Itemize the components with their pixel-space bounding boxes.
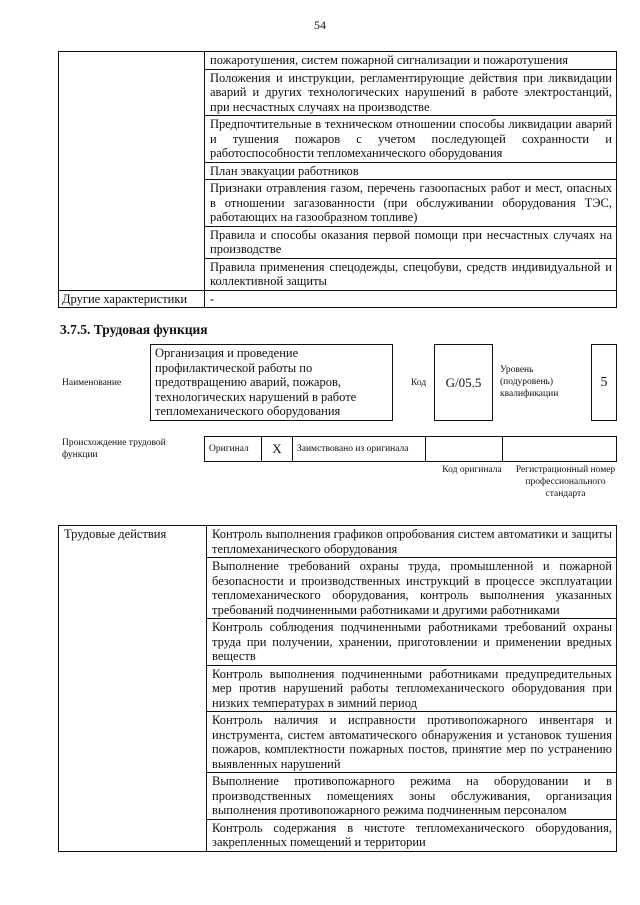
knowledge-label-cell <box>59 52 205 291</box>
table-row <box>59 52 617 70</box>
table-cell: Контроль выполнения подчиненными работниками предупредительных мер против нарушений работы тепломеханического оборудования при низких температурах в зимний период <box>207 665 617 712</box>
function-code-box: G/05.5 <box>434 344 493 421</box>
table-cell: Правила применения спецодежды, спецобуви, средств индивидуальной и коллективной защиты <box>205 258 617 290</box>
level-box: 5 <box>591 344 617 421</box>
table-cell: пожаротушения, систем пожарной сигнализации и пожаротушения <box>205 52 617 70</box>
table-cell: Выполнение противопожарного режима на оборудовании и в производственных помещениях зоны обслуживания, организация выполнения противопожарного режима подчиненным персоналом <box>207 773 617 820</box>
origin-table <box>204 436 617 462</box>
function-name-box: Организация и проведение профилактической работы по предотвращению аварий, пожаров, технологических нарушений в работе тепломеханического оборудования <box>150 344 393 421</box>
original-mark: X <box>262 437 293 462</box>
level-label: Уровень (подуровень) квалификации <box>500 365 559 399</box>
table-row <box>59 526 617 558</box>
reg-number-cell <box>503 437 617 462</box>
original-code-cell <box>426 437 503 462</box>
table-cell: Предпочтительные в техническом отношении способы ликвидации аварий и тушения пожаров с учетом последующей сохранности и работоспособности тепломеханического оборудования <box>205 116 617 163</box>
reg-caption: Регистрационный номер профессионального стандарта <box>515 465 616 499</box>
table-cell: Контроль выполнения графиков опробования систем автоматики и защиты тепломеханического оборудования <box>207 526 617 558</box>
section-title: 3.7.5. Трудовая функция <box>60 322 208 337</box>
table-cell: Контроль соблюдения подчиненными работниками требований охраны труда при получении, хранении, приготовлении и применении вредных веществ <box>207 619 617 666</box>
original-label: Оригинал <box>205 437 262 462</box>
code-caption: Код оригинала <box>442 465 502 475</box>
table-cell: Выполнение требований охраны труда, промышленной и пожарной безопасности и производственных инструкций в процессе эксплуатации тепломеханического оборудования, контроль выполнения указанных требований подчиненными работниками и другими работниками <box>207 558 617 619</box>
labor-actions-label: Трудовые действия <box>59 526 207 852</box>
other-characteristics-value: - <box>205 290 617 308</box>
code-label: Код <box>411 378 427 388</box>
table-row <box>59 290 617 308</box>
origin-label: Происхождение трудовой функции <box>62 438 166 460</box>
table-cell: Контроль наличия и исправности противопожарного инвентаря и инструмента, систем автоматического обнаружения и установок тушения пожаров, комплектности пожарных постов, принятие мер по устранению выявленных нарушений <box>207 712 617 773</box>
other-characteristics-label: Другие характеристики <box>59 290 205 308</box>
table-cell: Контроль содержания в чистоте тепломеханического оборудования, закрепленных помещений и территории <box>207 819 617 851</box>
page-number: 54 <box>314 18 326 32</box>
borrowed-label: Заимствовано из оригинала <box>293 437 426 462</box>
labor-actions-table <box>58 525 617 852</box>
table-cell: Положения и инструкции, регламентирующие действия при ликвидации аварий и других технологических нарушений в работе электростанций, при несчастных случаях на производстве <box>205 69 617 116</box>
table-row <box>205 437 617 462</box>
knowledge-table <box>58 51 617 308</box>
table-cell: Правила и способы оказания первой помощи при несчастных случаях на производстве <box>205 226 617 258</box>
table-cell: План эвакуации работников <box>205 162 617 180</box>
table-cell: Признаки отравления газом, перечень газоопасных работ и мест, опасных в отношении загазованности (при обслуживании оборудования ТЭС, работающих на газообразном топливе) <box>205 180 617 227</box>
name-label: Наименование <box>62 378 122 388</box>
